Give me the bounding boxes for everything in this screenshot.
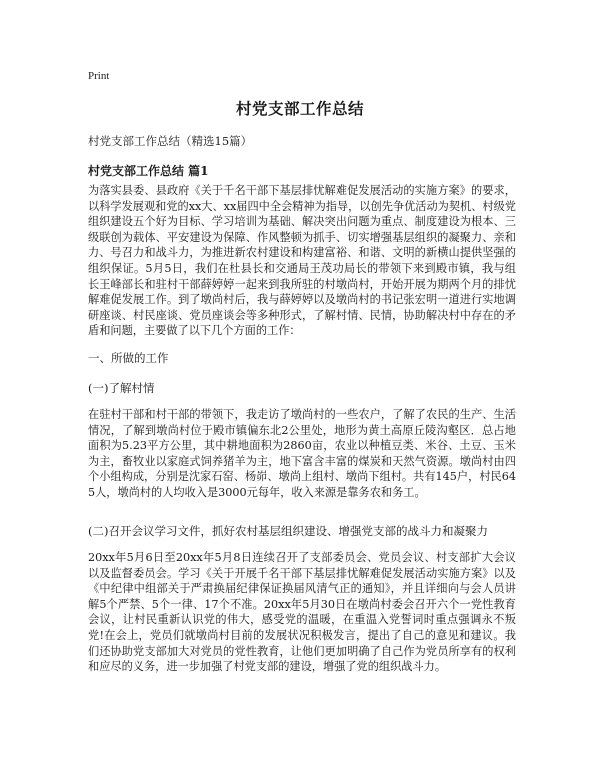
section-heading: 村党支部工作总结 篇1 <box>88 164 209 178</box>
heading-village-info: (一)了解村情 <box>88 381 155 395</box>
paragraph-meetings: 20xx年5月6日至20xx年5月8日连续召开了支部委员会、党员会议、村支部扩大会议以及监督委员会。学习《关于开展千名干部下基层排忧解难促发展活动实施方案》以及《中纪律中组部关于严肃换届纪律保证换届风清气正的通知》，并且详细向与会人员讲解5个严禁、5个一律、17个不准。20xx年5月30日在墩尚村委会召开六个一党性教育会议，让村民重新认识党的伟大，感受党的温暖，在重温入党誓词时重点强调永不叛党!在会上，党员们就墩尚村目前的发展状况积极发言，提出了自己的意见和建议。我们还协助党支部加大对党员的党性教育，让他们更加明确了自己作为党员所享有的权利和应尽的义务，进一步加强了村党支部的建设，增强了党的组织战斗力。 <box>88 551 516 674</box>
paragraph-village-info: 在驻村干部和村干部的带领下，我走访了墩尚村的一些农户，了解了农民的生产、生活情况，了解到墩尚村位于殿市镇偏东北2公里处，地形为黄土高原丘陵沟壑区．总占地面积为5.23平方公里，其中耕地面积为2860亩，农业以种植豆类、米谷、土豆、玉米为主，畜牧业以家庭式饲养猪羊为主，地下富含丰富的煤炭和天然气资源。墩尚村由四个小组构成，分别是沈家石窑、杨峁、墩尚上组村、墩尚下组村。共有145户，村民645人，墩尚村的人均收入是3000元每年，收入来源是靠务农和务工。 <box>88 408 516 499</box>
heading-work-done: 一、所做的工作 <box>88 351 169 365</box>
heading-meetings: (二)召开会议学习文件，抓好农村基层组织建设、增强党支部的战斗力和凝聚力 <box>88 524 488 538</box>
paragraph-intro: 为落实县委、县政府《关于千名干部下基层排忧解难促发展活动的实施方案》的要求，以科学发展观和党的xx大、xx届四中全会精神为指导，以创先争优活动为契机、村级党组织建设五个好为目标、学习培训为基础、解决突出问题为重点、制度建设为根本、三级联创为载体、平安建设为保障、作风整顿为抓手、切实增强基层组织的凝聚力、亲和力、号召力和战斗力，为推进新农村建设和构建富裕、和谐、文明的新横山提供坚强的组织保证。5月5日，我们在杜县长和交通局王茂功局长的带领下来到殿市镇，我与组长王峰部长和驻村干部薛婷婷一起来到我所驻的村墩尚村，开始开展为期两个月的排忧解难促发展工作。到了墩尚村后，我与薛婷婷以及墩尚村的书记张宏明一道进行实地调研座谈、村民座谈、党员座谈会等多种形式，了解村情、民情，协助解决村中存在的矛盾和问题，主要做了以下几个方面的工作： <box>88 184 516 338</box>
print-link[interactable]: Print <box>88 70 110 82</box>
document-title: 村党支部工作总结 <box>235 99 364 118</box>
document-subtitle: 村党支部工作总结（精选15篇） <box>88 134 253 148</box>
